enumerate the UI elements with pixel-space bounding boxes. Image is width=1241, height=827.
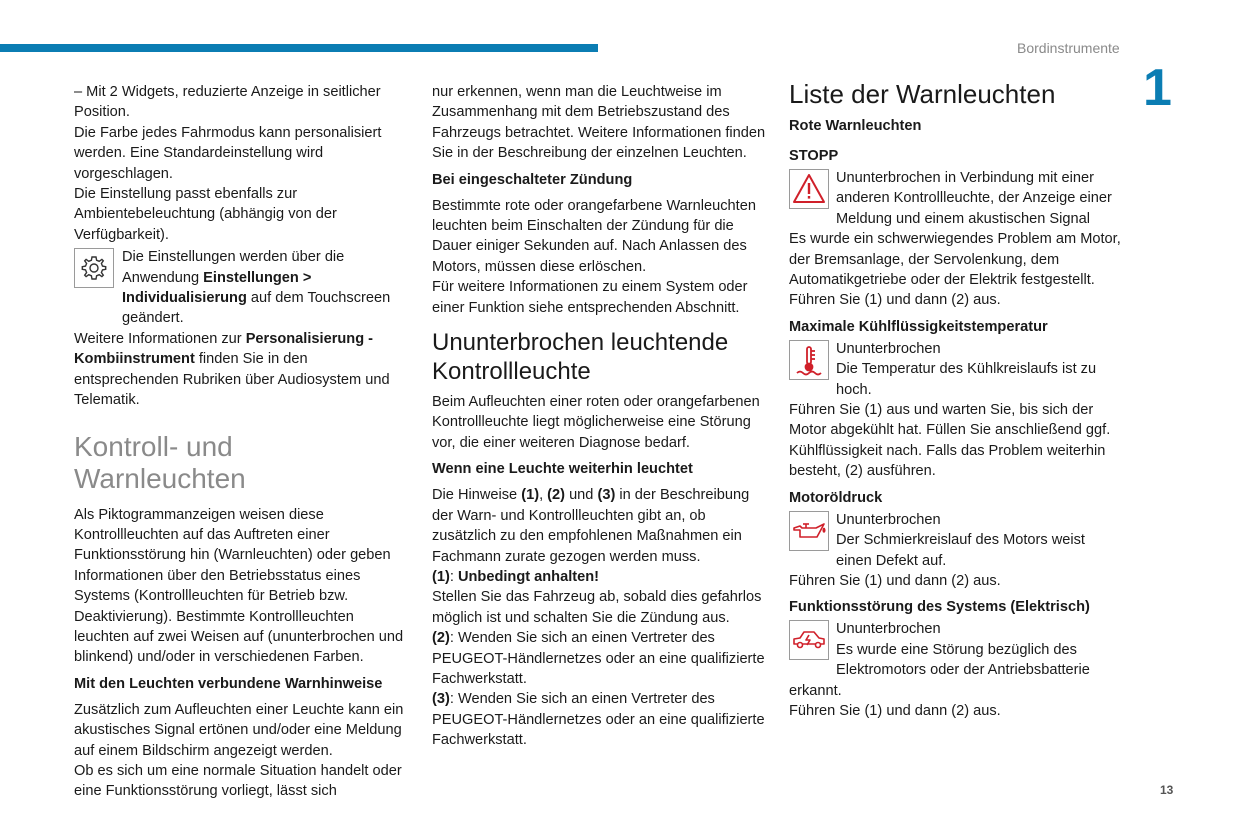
warning-text: Ununterbrochen [836, 511, 941, 528]
paragraph: Die Farbe jedes Fahrmodus kann personalisiert werden. Eine Standardeinstellung wird vorgeschlagen. [74, 124, 382, 182]
step-text: : Wenden Sie sich an einen Vertreter des PEUGEOT-Händlernetzes oder an eine qualifizierte Fachwerkstatt. [432, 691, 765, 749]
paragraph [74, 329, 409, 411]
warning-title: STOPP [789, 148, 839, 164]
step-2 [432, 628, 768, 689]
warning-entry-stop [789, 168, 1124, 229]
paragraph: Als Piktogrammanzeigen weisen diese Kontrollleuchten auf das Auftreten einer Funktionsstörung hin (Warnleuchten) oder geben Informationen über den Betriebsstatus eines Systems (Kontrollleuchten für Betrieb bzw. Deaktivierung). Bestimmte Kontrollleuchten leuchten auf zwei Weisen auf (ununterbrochen und blinkend) und/oder in verschiedenen Farben. [74, 506, 404, 666]
subheading: Bei eingeschalteter Zündung [432, 171, 633, 188]
header-accent-bar [0, 44, 598, 52]
hint-ref-3: (3) [597, 487, 616, 504]
warning-entry-coolant [789, 339, 1124, 400]
step-sep: : [449, 568, 458, 585]
paragraph: Führen Sie (1) und dann (2) aus. [789, 292, 1001, 309]
page-number: 13 [1160, 783, 1174, 797]
section-label: Bordinstrumente [1017, 40, 1120, 56]
step-label: (2) [432, 630, 450, 647]
column-right [789, 79, 1124, 721]
column-left [74, 82, 409, 802]
subheading: Rote Warnleuchten [789, 118, 922, 134]
paragraph: Führen Sie (1) und dann (2) aus. [789, 702, 1001, 719]
more-text: Weitere Informationen zur [74, 330, 246, 347]
warning-entry-electric [789, 619, 1124, 701]
warning-title: Motoröldruck [789, 489, 883, 506]
paragraph: nur erkennen, wenn man die Leuchtweise im Zusammenhang mit dem Betriebszustand des Fahrzeugs betrachtet. Weitere Informationen finden Sie in der Beschreibung der einzelnen Leuchten. [432, 84, 766, 162]
warning-text: Ununterbrochen in Verbindung mit einer anderen Kontrollleuchte, der Anzeige einer Meldung und einem akustischen Signal [836, 170, 1112, 227]
paragraph: Beim Aufleuchten einer roten oder orangefarbenen Kontrollleuchte liegt möglicherweise eine Störung vor, die einer weiteren Diagnose bedarf. [432, 394, 760, 451]
paragraph [432, 485, 768, 567]
hint-sep: und [565, 487, 598, 504]
paragraph: Bestimmte rote oder orangefarbene Warnleuchten leuchten beim Einschalten der Zündung für die Dauer einiger Sekunden auf. Nach Anlassen des Motors, müssen diese erlöschen. [432, 197, 756, 275]
subheading: Wenn eine Leuchte weiterhin leuchtet [432, 461, 693, 478]
hint-ref-1: (1) [521, 487, 540, 504]
hint-ref-2: (2) [547, 487, 566, 504]
paragraph: – Mit 2 Widgets, reduzierte Anzeige in seitlicher Position. [74, 84, 381, 121]
warning-text: Die Temperatur des Kühlkreislaufs ist zu hoch. [836, 361, 1097, 398]
warning-title: Funktionsstörung des Systems (Elektrisch) [789, 599, 1090, 616]
paragraph: Es wurde ein schwerwiegendes Problem am Motor, der Bremsanlage, der Servolenkung, dem Automatikgetriebe oder der Elektrik festgestellt. [789, 231, 1121, 289]
paragraph: Führen Sie (1) und dann (2) aus. [789, 572, 1001, 589]
warning-text: Der Schmierkreislauf des Motors weist einen Defekt auf. [836, 532, 1085, 569]
paragraph: Führen Sie (1) aus und warten Sie, bis sich der Motor abgekühlt hat. Füllen Sie anschließend ggf. Kühlflüssigkeit nach. Falls das Problem weiterhin besteht, (2) ausführen. [789, 402, 1111, 480]
chapter-number: 1 [1143, 59, 1172, 117]
paragraph: Ob es sich um eine normale Situation handelt oder eine Funktionsstörung vorliegt, lässt sich [74, 762, 402, 800]
settings-text-end: auf dem Touchscreen geändert. [122, 290, 391, 327]
warning-text: Ununterbrochen [836, 621, 941, 638]
warning-entry-oil [789, 510, 1124, 571]
subheading: Mit den Leuchten verbundene Warnhinweise [74, 675, 383, 692]
warning-triangle-icon [789, 169, 829, 209]
step-label: (1) [432, 568, 450, 585]
column-middle [432, 82, 768, 751]
step-3 [432, 689, 768, 750]
paragraph: Die Einstellung passt ebenfalls zur Ambientebeleuchtung (abhängig von der Verfügbarkeit). [74, 186, 337, 243]
hint-sep: , [539, 487, 548, 504]
electric-system-fault-icon [789, 620, 829, 660]
warning-title: Maximale Kühlflüssigkeitstemperatur [789, 318, 1048, 335]
more-text-end: finden Sie in den entsprechenden Rubriken über Audiosystem und Telematik. [74, 351, 390, 409]
settings-text: Die Einstellungen werden über die Anwendung [122, 249, 345, 286]
paragraph: Stellen Sie das Fahrzeug ab, sobald dies gefahrlos möglich ist und schalten Sie die Zündung aus. [432, 589, 762, 626]
oil-pressure-icon [789, 511, 829, 551]
step-text: : Wenden Sie sich an einen Vertreter des PEUGEOT-Händlernetzes oder an eine qualifizierte Fachwerkstatt. [432, 630, 765, 687]
section-heading: Ununterbrochen leuchtende Kontrollleuchte [432, 329, 729, 386]
paragraph: Zusätzlich zum Aufleuchten einer Leuchte kann ein akustisches Signal ertönen und/oder eine Meldung auf einem Bildschirm angezeigt werden. [74, 701, 404, 759]
gear-icon [74, 248, 114, 288]
more-bold: Personalisierung - Kombiinstrument [74, 330, 374, 368]
section-heading: Liste der Warnleuchten [789, 79, 1056, 109]
warning-text: Ununterbrochen [836, 340, 941, 357]
step-emphasis: Unbedingt anhalten! [457, 568, 600, 585]
coolant-temperature-icon [789, 340, 829, 380]
hint-text: Die Hinweise [432, 487, 522, 504]
hint-text-end: in der Beschreibung der Warn- und Kontrollleuchten gibt an, ob zusätzlich zu den empfohlenen Maßnahmen ein Fachmann zurate gezogen werden muss. [432, 487, 750, 565]
settings-path: Einstellungen > Individualisierung [122, 269, 312, 307]
settings-note [74, 247, 409, 329]
section-heading: Kontroll- und Warnleuchten [74, 430, 246, 494]
warning-text: Es wurde eine Störung bezüglich des Elektromotors oder der Antriebsbatterie erkannt. [789, 641, 1090, 699]
step-1 [432, 567, 768, 587]
step-label: (3) [432, 691, 450, 708]
paragraph: Für weitere Informationen zu einem System oder einer Funktion siehe entsprechenden Abschnitt. [432, 279, 748, 316]
